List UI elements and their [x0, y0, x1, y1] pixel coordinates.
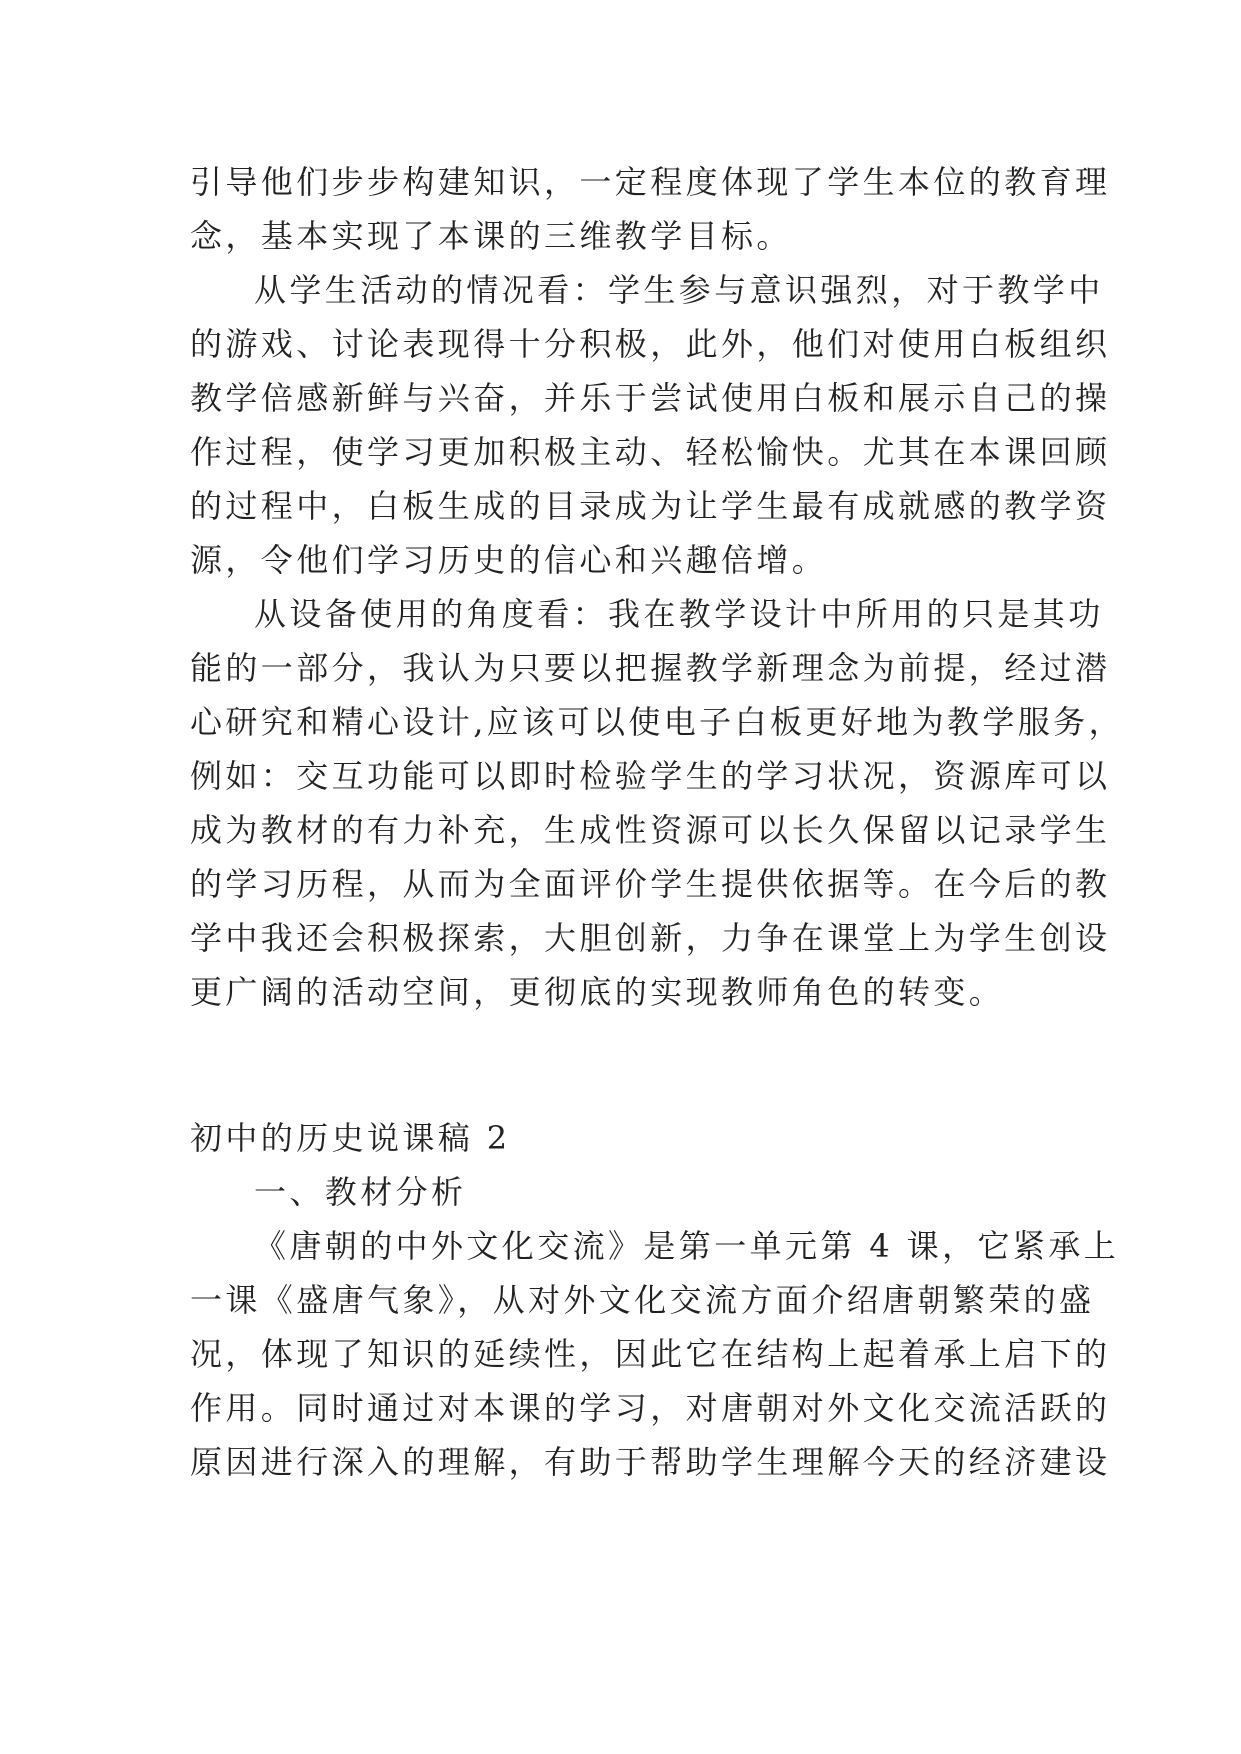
text-line: 成为教材的有力补充，生成性资源可以长久保留以记录学生: [190, 811, 1111, 849]
text-line: 原因进行深入的理解，有助于帮助学生理解今天的经济建设: [190, 1443, 1111, 1481]
text-line: 念，基本实现了本课的三维教学目标。: [190, 217, 792, 255]
text-line: 的学习历程，从而为全面评价学生提供依据等。在今后的教: [190, 865, 1111, 903]
paragraph-3: [190, 587, 1124, 1019]
paragraph-2: [190, 263, 1111, 587]
text-line: 从设备使用的角度看：我在教学设计中所用的只是其功: [254, 595, 1104, 633]
text-line: 教学倍感新鲜与兴奋，并乐于尝试使用白板和展示自己的操: [190, 379, 1111, 417]
text-line: 况，体现了知识的延续性，因此它在结构上起着承上启下的: [190, 1335, 1111, 1373]
text-line: 更广阔的活动空间，更彻底的实现教师角色的转变。: [190, 973, 1005, 1011]
paragraph-1: [190, 155, 1111, 263]
subsection-title: 一、教材分析: [254, 1173, 467, 1211]
text-line: 作过程，使学习更加积极主动、轻松愉快。尤其在本课回顾: [190, 433, 1111, 471]
text-line: 学中我还会积极探索，大胆创新，力争在课堂上为学生创设: [190, 919, 1111, 957]
section-title: 初中的历史说课稿 2: [190, 1119, 511, 1157]
text-line: 引导他们步步构建知识，一定程度体现了学生本位的教育理: [190, 163, 1111, 201]
text-line: 的游戏、讨论表现得十分积极，此外，他们对使用白板组织: [190, 325, 1111, 363]
text-line: 源，令他们学习历史的信心和兴趣倍增。: [190, 541, 828, 579]
text-line: 作用。同时通过对本课的学习，对唐朝对外文化交流活跃的: [190, 1389, 1111, 1427]
text-line: 的过程中，白板生成的目录成为让学生最有成就感的教学资: [190, 487, 1111, 525]
section-paragraph: [190, 1219, 1120, 1489]
text-line: 例如：交互功能可以即时检验学生的学习状况，资源库可以: [190, 757, 1111, 795]
document-page: [190, 155, 1124, 1489]
text-line: 一课《盛唐气象》，从对外文化交流方面介绍唐朝繁荣的盛: [190, 1281, 1095, 1319]
text-line: 能的一部分，我认为只要以把握教学新理念为前提，经过潜: [190, 649, 1111, 687]
text-line: 《唐朝的中外文化交流》是第一单元第 4 课，它紧承上: [254, 1227, 1120, 1265]
text-line: 心研究和精心设计,应该可以使电子白板更好地为教学服务，: [190, 703, 1124, 741]
text-line: 从学生活动的情况看：学生参与意识强烈，对于教学中: [254, 271, 1104, 309]
